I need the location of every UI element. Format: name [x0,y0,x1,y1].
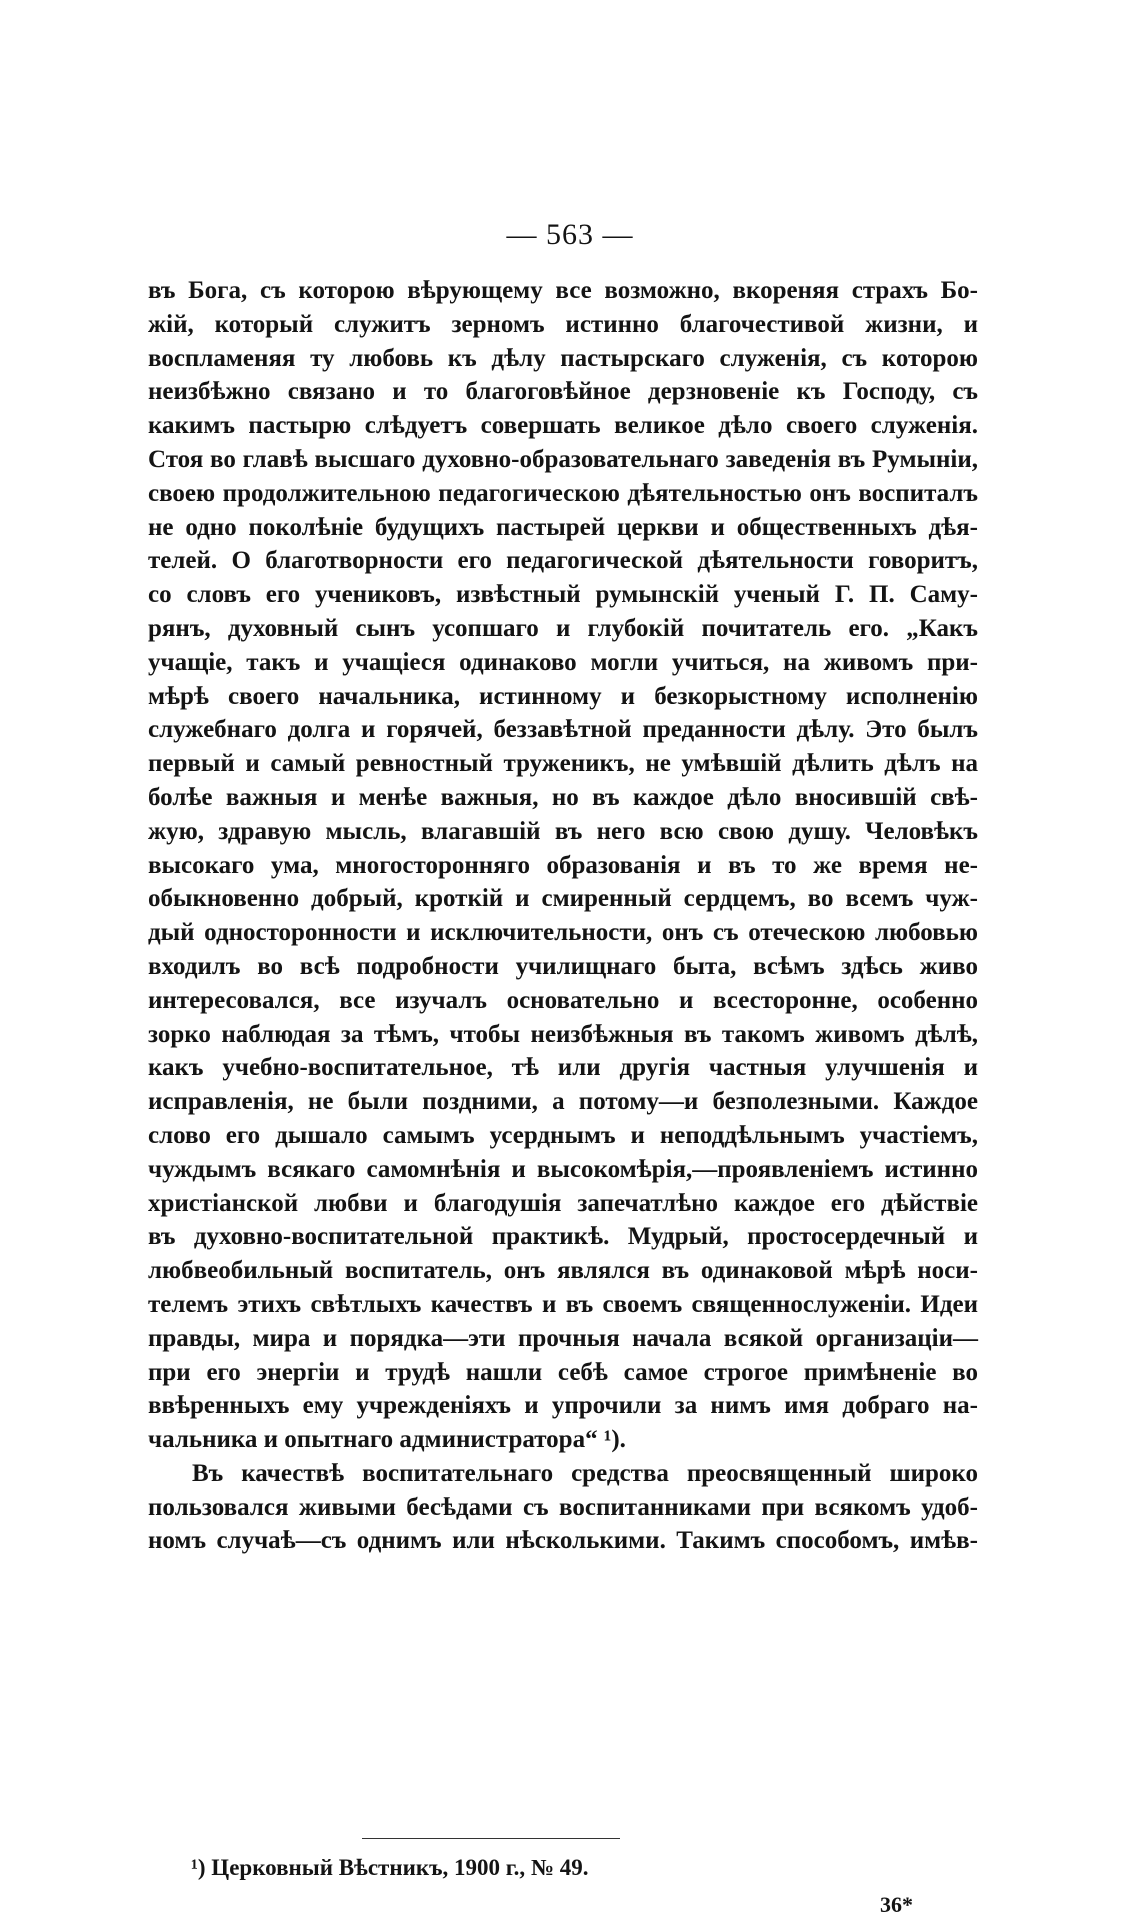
text-line: воспламеняя ту любовь къ дѣлу пастырскаго служенія, съ которою [148,344,978,372]
page-number: — 563 — [506,218,634,251]
text-line: какъ учебно-воспитательное, тѣ или другія частныя улучшенія и [148,1054,978,1082]
text-line: въ Бога, съ которою вѣрующему все возможно, вкореняя страхъ Бо- [148,277,978,304]
text-line: рянъ, духовный сынъ усопшаго и глубокій почитатель его. „Какъ [148,614,978,642]
footnote: ¹) Церковный Вѣстникъ, 1900 г., № 49. [191,1855,589,1880]
text-line: зорко наблюдая за тѣмъ, чтобы неизбѣжныя въ такомъ живомъ дѣлѣ, [148,1020,978,1048]
text-line: слово его дышало самымъ усерднымъ и неподдѣльнымъ участіемъ, [148,1121,978,1149]
text-line: Въ качествѣ воспитательнаго средства преосвященный широко [192,1459,978,1487]
text-line: своею продолжительною педагогическою дѣятельностью онъ воспиталъ [148,479,978,507]
text-line: номъ случаѣ—съ однимъ или нѣсколькими. Такимъ способомъ, имѣв- [148,1527,978,1555]
text-line: первый и самый ревностный труженикъ, не умѣвшій дѣлить дѣлъ на [148,750,978,778]
text-line: исправленія, не были поздними, а потому—и безполезными. Каждое [148,1088,978,1116]
body-text [148,274,978,1558]
text-line: высокаго ума, многосторонняго образованія и въ то же время не- [148,851,978,879]
text-line: чуждымъ всякаго самомнѣнія и высокомѣрія,—проявленіемъ истинно [148,1155,978,1183]
text-line: любвеобильный воспитатель, онъ являлся въ одинаковой мѣрѣ носи- [148,1257,978,1285]
text-line: жій, который служитъ зерномъ истинно благочестивой жизни, и [148,310,978,338]
text-line: ввѣренныхъ ему учрежденіяхъ и упрочили за нимъ имя добраго на- [148,1392,978,1420]
text-line: какимъ пастырю слѣдуетъ совершать великое дѣло своего служенія. [148,412,978,440]
text-line: пользовался живыми бесѣдами съ воспитанниками при всякомъ удоб- [148,1493,978,1521]
text-line: входилъ во всѣ подробности училищнаго быта, всѣмъ здѣсь живо [148,952,978,980]
text-line: не одно поколѣніе будущихъ пастырей церкви и общественныхъ дѣя- [148,513,978,541]
text-line: интересовался, все изучалъ основательно и всесторонне, особенно [148,986,978,1014]
text-line: дый односторонности и исключительности, онъ съ отеческою любовью [148,919,978,947]
text-line: со словъ его учениковъ, извѣстный румынскій ученый Г. П. Саму- [148,581,978,609]
text-line: служебнаго долга и горячей, беззавѣтной преданности дѣлу. Это былъ [148,716,978,744]
text-line: телемъ этихъ свѣтлыхъ качествъ и въ своемъ священнослуженіи. Идеи [148,1290,978,1318]
text-line: телей. О благотворности его педагогической дѣятельности говоритъ, [148,547,978,575]
text-line: при его энергіи и трудѣ нашли себѣ самое строгое примѣненіе во [148,1358,978,1386]
text-line: чальника и опытнаго администратора“ ¹). [148,1426,626,1454]
text-line: мѣрѣ своего начальника, истинному и безкорыстному исполненію [148,682,978,710]
text-line: неизбѣжно связано и то благоговѣйное дерзновеніе къ Господу, съ [148,378,978,406]
text-line: христіанской любви и благодушія запечатлѣно каждое его дѣйствіе [148,1189,978,1217]
sheet-signature-mark: 36* [880,1892,913,1917]
text-line: обыкновенно добрый, кроткій и смиренный сердцемъ, во всемъ чуж- [148,885,978,913]
text-line: Стоя во главѣ высшаго духовно-образовательнаго заведенія въ Румыніи, [148,445,978,473]
text-line: правды, мира и порядка—эти прочныя начала всякой организаціи— [148,1324,978,1352]
footnote-rule [362,1838,620,1839]
text-line: болѣе важныя и менѣе важныя, но въ каждое дѣло вносившій свѣ- [148,783,978,811]
text-line: учащіе, такъ и учащіеся одинаково могли учиться, на живомъ при- [148,648,978,676]
text-line: въ духовно-воспитательной практикѣ. Мудрый, простосердечный и [148,1223,978,1251]
text-line: жую, здравую мысль, влагавшій въ него всю свою душу. Человѣкъ [148,817,978,845]
